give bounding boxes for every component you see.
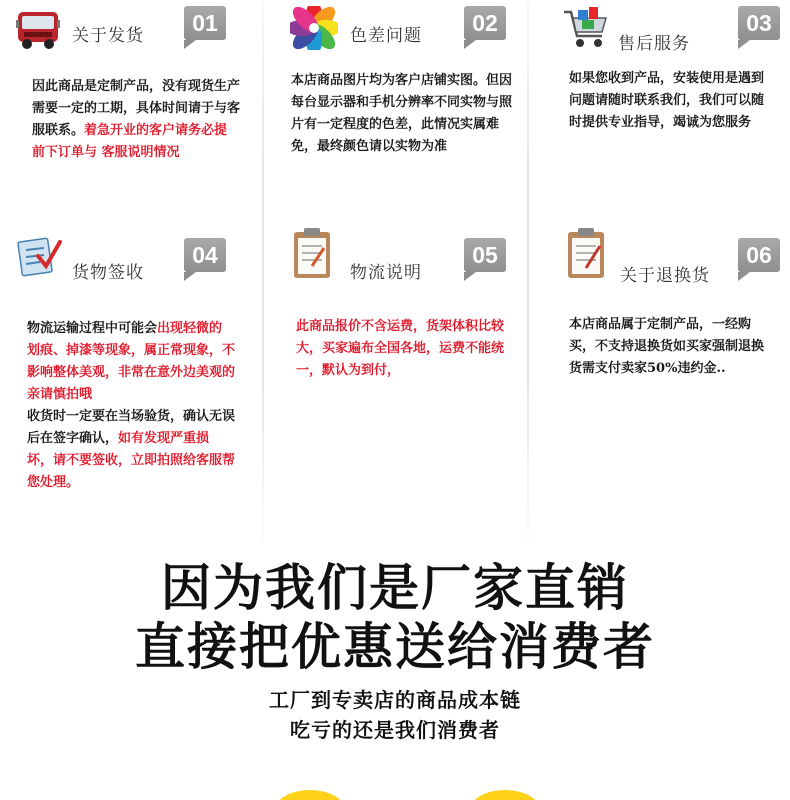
text-highlight: 着急开业的客户请务必提前下订单与 客服说明情况 (32, 123, 228, 160)
section-title: 关于退换货 (620, 266, 710, 286)
section-returns (528, 232, 790, 542)
decorative-yellow-shape (470, 790, 540, 800)
section-title: 关于发货 (72, 26, 144, 46)
text-normal: 收货时一定要在当场验货，确认无误后在签字确认， (27, 409, 236, 446)
shopping-cart-icon (562, 6, 610, 50)
section-title: 货物签收 (72, 263, 144, 283)
section-color-difference (264, 0, 527, 246)
truck-icon (14, 6, 62, 50)
section-text: 本店商品图片均为客户店铺实图。但因每台显示器和手机分辨率不同实物与照片有一定程度的色差，此情况实属难免，最终颜色请以实物为准 (291, 73, 513, 154)
section-number-badge: 06 (738, 238, 780, 272)
section-logistics (264, 232, 527, 542)
section-number-badge: 04 (184, 238, 226, 272)
headline-line-1: 因为我们是厂家直销 (161, 559, 629, 617)
section-number-badge: 01 (184, 6, 226, 40)
subheadline-line-2: 吃亏的还是我们消费者 (290, 718, 500, 742)
section-text: 此商品报价不含运费，货架体积比较大，买家遍布全国各地，运费不能统一，默认为到付， (296, 319, 505, 378)
section-number-badge: 05 (464, 238, 506, 272)
headline-line-2: 直接把优惠送给消费者 (135, 618, 655, 676)
text-highlight: 如有发现严重损坏，请不要签收，立即拍照给客服帮您处理。 (27, 431, 236, 490)
section-after-sales (528, 0, 790, 246)
text-normal: 因此商品是定制产品，没有现货生产需要一定的工期，具体时间请于与客服联系。 (32, 79, 241, 138)
section-number-badge: 02 (464, 6, 506, 40)
section-title: 色差问题 (350, 26, 422, 46)
section-text: 如果您收到产品，安装使用是遇到问题请随时联系我们，我们可以随时提供专业指导，竭诚为您服务 (569, 71, 765, 130)
section-title: 售后服务 (618, 34, 690, 54)
text-normal: 物流运输过程中可能会 (27, 321, 158, 336)
subheadline-line-1: 工厂到专卖店的商品成本链 (269, 688, 521, 712)
section-title: 物流说明 (350, 263, 422, 283)
section-text (32, 76, 240, 164)
section-text: 本店商品属于定制产品，一经购买，不支持退换货如买家强制退换货需支付卖家50%违约金.. (569, 317, 765, 376)
section-number-badge: 03 (738, 6, 780, 40)
section-text (27, 318, 235, 494)
clipboard-icon (290, 226, 334, 280)
decorative-yellow-shape (275, 790, 345, 800)
clipboard-pen-icon (564, 226, 608, 280)
section-shipping (0, 0, 263, 246)
checklist-icon (14, 234, 62, 278)
section-receipt (0, 232, 263, 542)
color-wheel-icon (290, 6, 338, 50)
text-highlight: 出现轻微的划痕、掉漆等现象，属正常现象，不影响整体美观，非常在意外边美观的亲请慎拍哦 (27, 321, 236, 402)
